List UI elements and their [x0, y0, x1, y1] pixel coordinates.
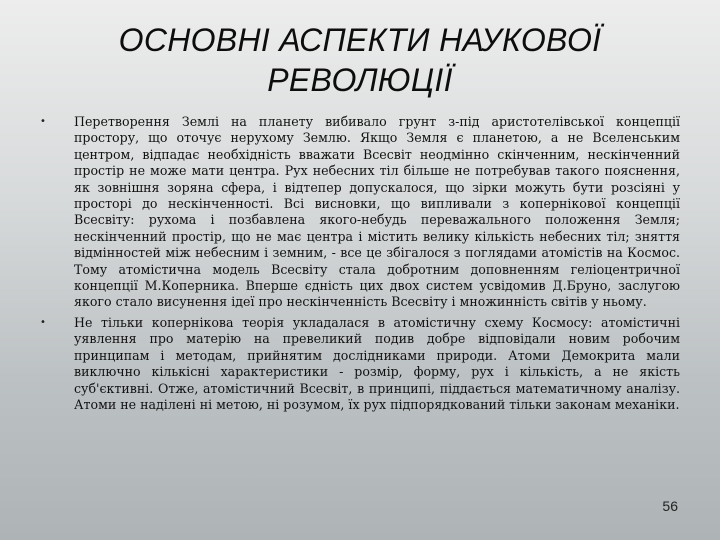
list-item [40, 114, 680, 311]
bullet-icon: • [40, 116, 46, 127]
bullet-icon: • [40, 316, 46, 328]
bullet-text: Не тільки копернікова теорія укладалася в атомістичну схему Космосу: атомістичні уявлення про матерію на превеликий подив добре відповідали новим робочим принципам і методам, прийнятим дослідниками природи. Атоми Демокрита мали виключно кількісні характеристики - розмір, форму, рух і кількість, а не якість суб'єктивні. Отже, атомістичний Всесвіт, в принципі, піддається математичному аналізу. Атоми не наділені ні метою, ні розумом, їх рух підпорядкований тільки законам механіки. [74, 314, 680, 412]
bullet-text: Перетворення Землі на планету вибивало грунт з-під аристотелівської концепції простору, що оточує нерухому Землю. Якщо Земля є планетою, а не Вселенським центром, відпадає необхідність вважати Всесвіт неодмінно скінченним, нескінченний простір не може мати центра. Рух небесних тіл більше не потребував такого пояснення, як зовнішня зоряна сфера, і відтепер допускалося, що зірки можуть бути розсіяні у просторі до нескінченності. Всі висновки, що випливали з копернікової концепції Всесвіту: рухома і позбавлена якого-небудь переважального положення Земля; нескінченний простір, що не має центра і містить велику кількість небесних тіл; зняття відмінностей між небесним і земним, - все це збігалося з поглядами атомістів на Космос. Тому атомістична модель Всесвіту стала добротним доповненням геліоцентричної концепції М.Коперника. Вперше єдність цих двох систем усвідомив Д.Бруно, заслугою якого стало висунення ідеї про нескінченність Всесвіту і множинність світів у ньому. [74, 114, 680, 310]
page-number: 56 [662, 498, 678, 514]
bullet-list [40, 114, 680, 417]
page-title: ОСНОВНІ АСПЕКТИ НАУКОВОЇ РЕВОЛЮЦІЇ [118, 22, 602, 98]
list-item [40, 315, 680, 413]
